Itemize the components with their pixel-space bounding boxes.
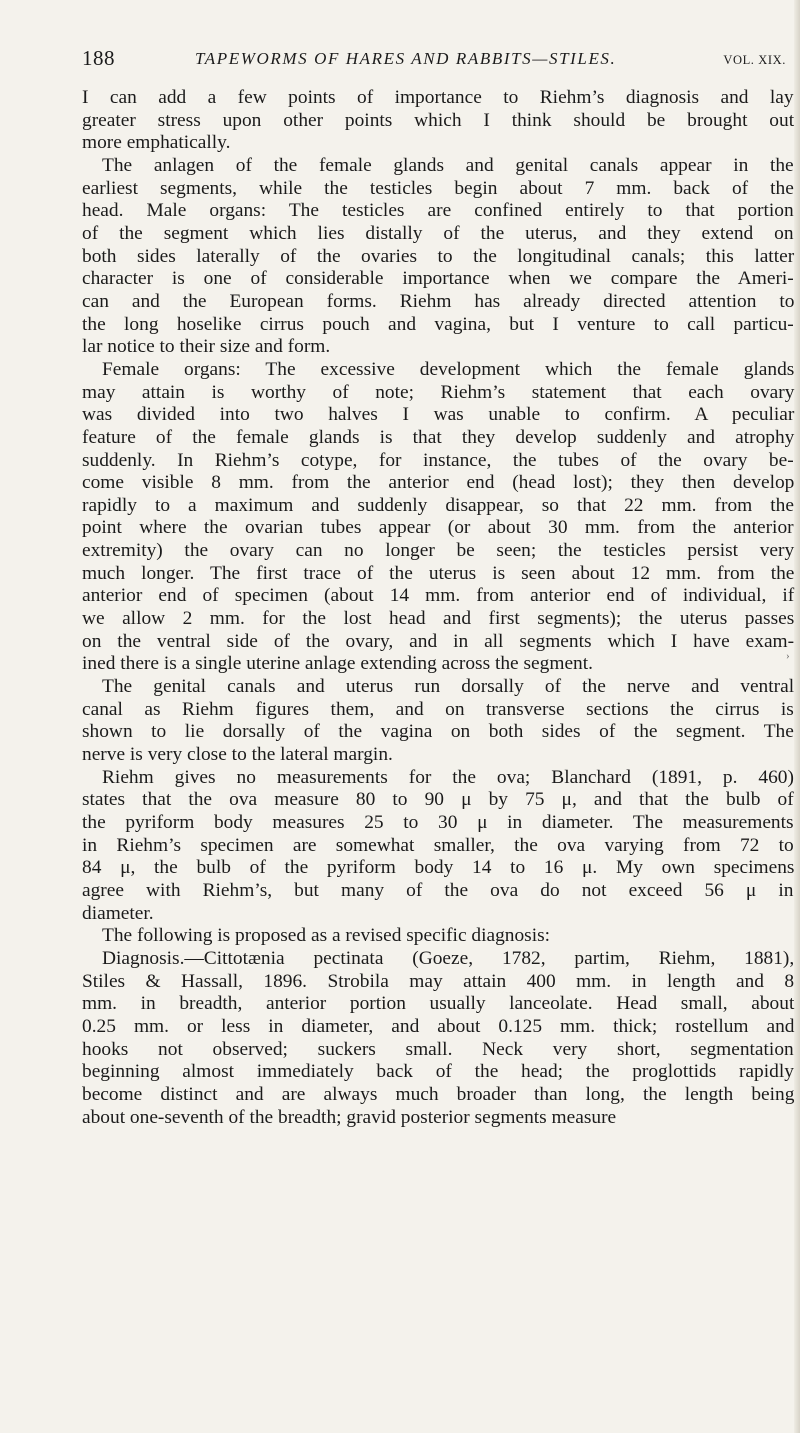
text-line: head. Male organs: The testicles are confined entirely to that portion [82,200,794,222]
page-edge-shadow [794,0,800,1433]
text-line: may attain is worthy of note; Riehm’s statement that each ovary [82,381,795,403]
text-line: in Riehm’s specimen are somewhat smaller, the ova varying from 72 to [82,834,794,856]
text-line: on the ventral side of the ovary, and in all segments which I have exam- [82,630,795,652]
text-line: Diagnosis.—Cittotænia pectinata (Goeze, 1782, partim, Riehm, 1881), [102,947,795,969]
text-line: diameter. [82,902,154,924]
text-line: The anlagen of the female glands and genital canals appear in the [102,154,794,176]
text-line: Stiles & Hassall, 1896. Strobila may attain 400 mm. in length and 8 [82,970,795,992]
text-line: the pyriform body measures 25 to 30 μ in diameter. The measurements [82,812,794,833]
text-line: character is one of considerable importance when we compare the Ameri- [82,268,794,290]
text-line: about one-seventh of the breadth; gravid posterior segments measure [82,1106,617,1128]
text-line: The following is proposed as a revised specific diagnosis: [102,925,551,947]
text-line: 84 μ, the bulb of the pyriform body 14 to 16 μ. My own specimens [82,857,795,879]
text-line: anterior end of specimen (about 14 mm. from anterior end of individual, if [82,585,795,607]
text-line: Riehm gives no measurements for the ova; Blanchard (1891, p. 460) [102,766,794,788]
text-line: agree with Riehm’s, but many of the ova do not exceed 56 μ in [82,879,794,901]
text-line: suddenly. In Riehm’s cotype, for instance, the tubes of the ovary be- [82,449,794,471]
text-line: ined there is a single uterine anlage extending across the segment. [82,653,593,675]
text-line: feature of the female glands is that they develop suddenly and atrophy [82,426,795,448]
text-line: states that the ova measure 80 to 90 μ by 75 μ, and that the bulb of [82,789,794,811]
text-line: nerve is very close to the lateral margin. [82,744,393,766]
text-line: point where the ovarian tubes appear (or about 30 mm. from the anterior [82,517,794,539]
text-line: the long hoselike cirrus pouch and vagina, but I venture to call particu- [82,313,794,335]
text-line: beginning almost immediately back of the head; the proglottids rapidly [82,1061,794,1083]
text-line: more emphatically. [82,132,231,154]
body-text [82,87,794,1129]
text-line: canal as Riehm figures them, and on transverse sections the cirrus is [82,698,794,720]
volume-label: VOL. XIX. [723,53,786,67]
margin-mark: › [786,650,790,662]
text-line: was divided into two halves I was unable to confirm. A peculiar [82,404,795,426]
running-head [82,44,794,78]
page-number: 188 [82,46,115,70]
text-line: hooks not observed; suckers small. Neck very short, segmentation [82,1038,794,1060]
text-line: both sides laterally of the ovaries to the longitudinal canals; this latter [82,245,795,267]
text-line: mm. in breadth, anterior portion usually lanceolate. Head small, about [82,993,795,1015]
running-title: TAPEWORMS OF HARES AND RABBITS—STILES. [195,49,617,68]
text-line: much longer. The first trace of the uterus is seen about 12 mm. from the [82,562,795,584]
text-line: I can add a few points of importance to Riehm’s diagnosis and lay [82,87,794,108]
text-line: shown to lie dorsally of the vagina on both sides of the segment. The [82,721,794,743]
text-line: greater stress upon other points which I think should be brought out [82,109,795,131]
text-line: Female organs: The excessive development which the female glands [102,358,795,380]
text-line: can and the European forms. Riehm has already directed attention to [82,290,795,312]
text-line: rapidly to a maximum and suddenly disappear, so that 22 mm. from the [82,494,794,516]
text-line: earliest segments, while the testicles begin about 7 mm. back of the [82,177,794,199]
text-line: 0.25 mm. or less in diameter, and about 0.125 mm. thick; rostellum and [82,1015,795,1037]
text-line: lar notice to their size and form. [82,336,331,358]
text-line: become distinct and are always much broader than long, the length being [82,1083,795,1105]
text-line: of the segment which lies distally of the uterus, and they extend on [82,222,794,244]
text-line: extremity) the ovary can no longer be seen; the testicles persist very [82,540,795,562]
text-line: The genital canals and uterus run dorsally of the nerve and ventral [102,676,795,698]
text-line: we allow 2 mm. for the lost head and first segments); the uterus passes [82,608,795,630]
text-line: come visible 8 mm. from the anterior end (head lost); they then develop [82,472,795,494]
